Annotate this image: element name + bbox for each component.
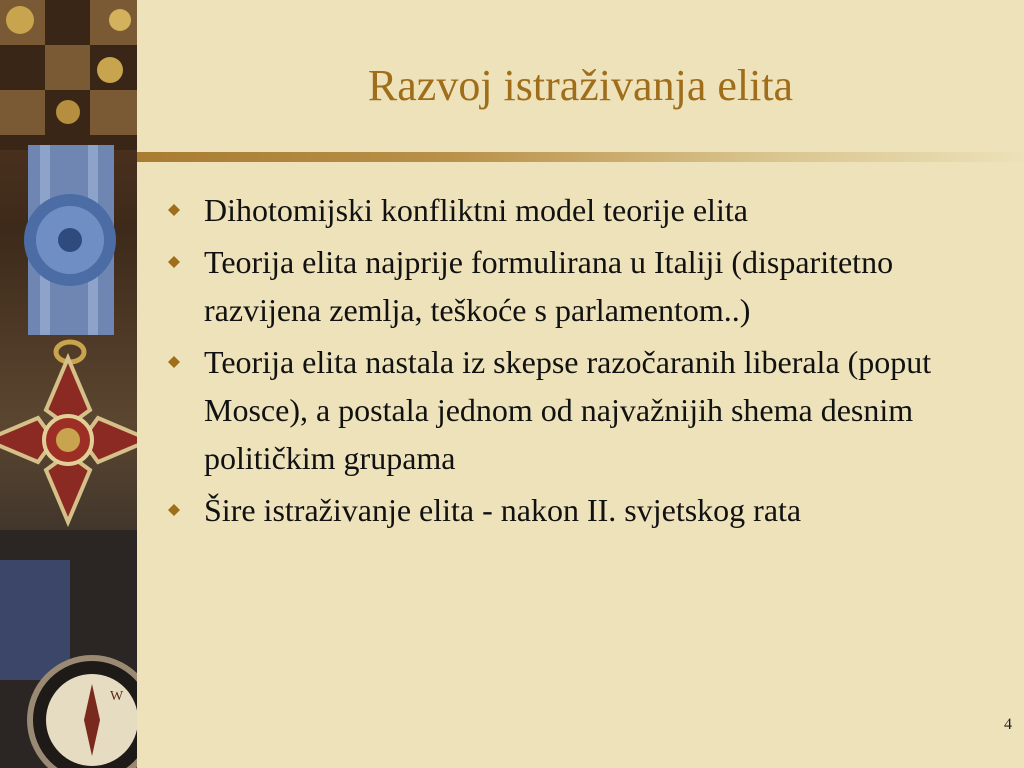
bullet-item: [162, 338, 1002, 482]
title-divider: [137, 152, 1024, 162]
bullet-text: Šire istraživanje elita - nakon II. svjetskog rata: [204, 492, 802, 528]
bullet-list: [162, 186, 1002, 538]
bullet-text: Teorija elita nastala iz skepse razočaranih liberala (poput Mosce), a postala jednom od najvažnijih shema desnim političkim grupama: [204, 344, 932, 476]
bullet-item: [162, 238, 1002, 334]
bullet-text: Dihotomijski konfliktni model teorije elita: [204, 192, 748, 228]
medal-and-compass-image: [0, 0, 137, 768]
bullet-item: [162, 186, 1002, 234]
diamond-bullet-icon: [168, 256, 180, 268]
page-number: 4: [1004, 716, 1012, 733]
bullet-item: [162, 486, 1002, 534]
slide-title: Razvoj istraživanja elita: [367, 61, 794, 110]
diamond-bullet-icon: [168, 204, 180, 216]
diamond-bullet-icon: [168, 504, 180, 516]
bullet-text: Teorija elita najprije formulirana u Italiji (disparitetno razvijena zemlja, teškoće s parlamentom..): [204, 244, 894, 328]
diamond-bullet-icon: [168, 356, 180, 368]
svg-text:W: W: [110, 689, 124, 704]
